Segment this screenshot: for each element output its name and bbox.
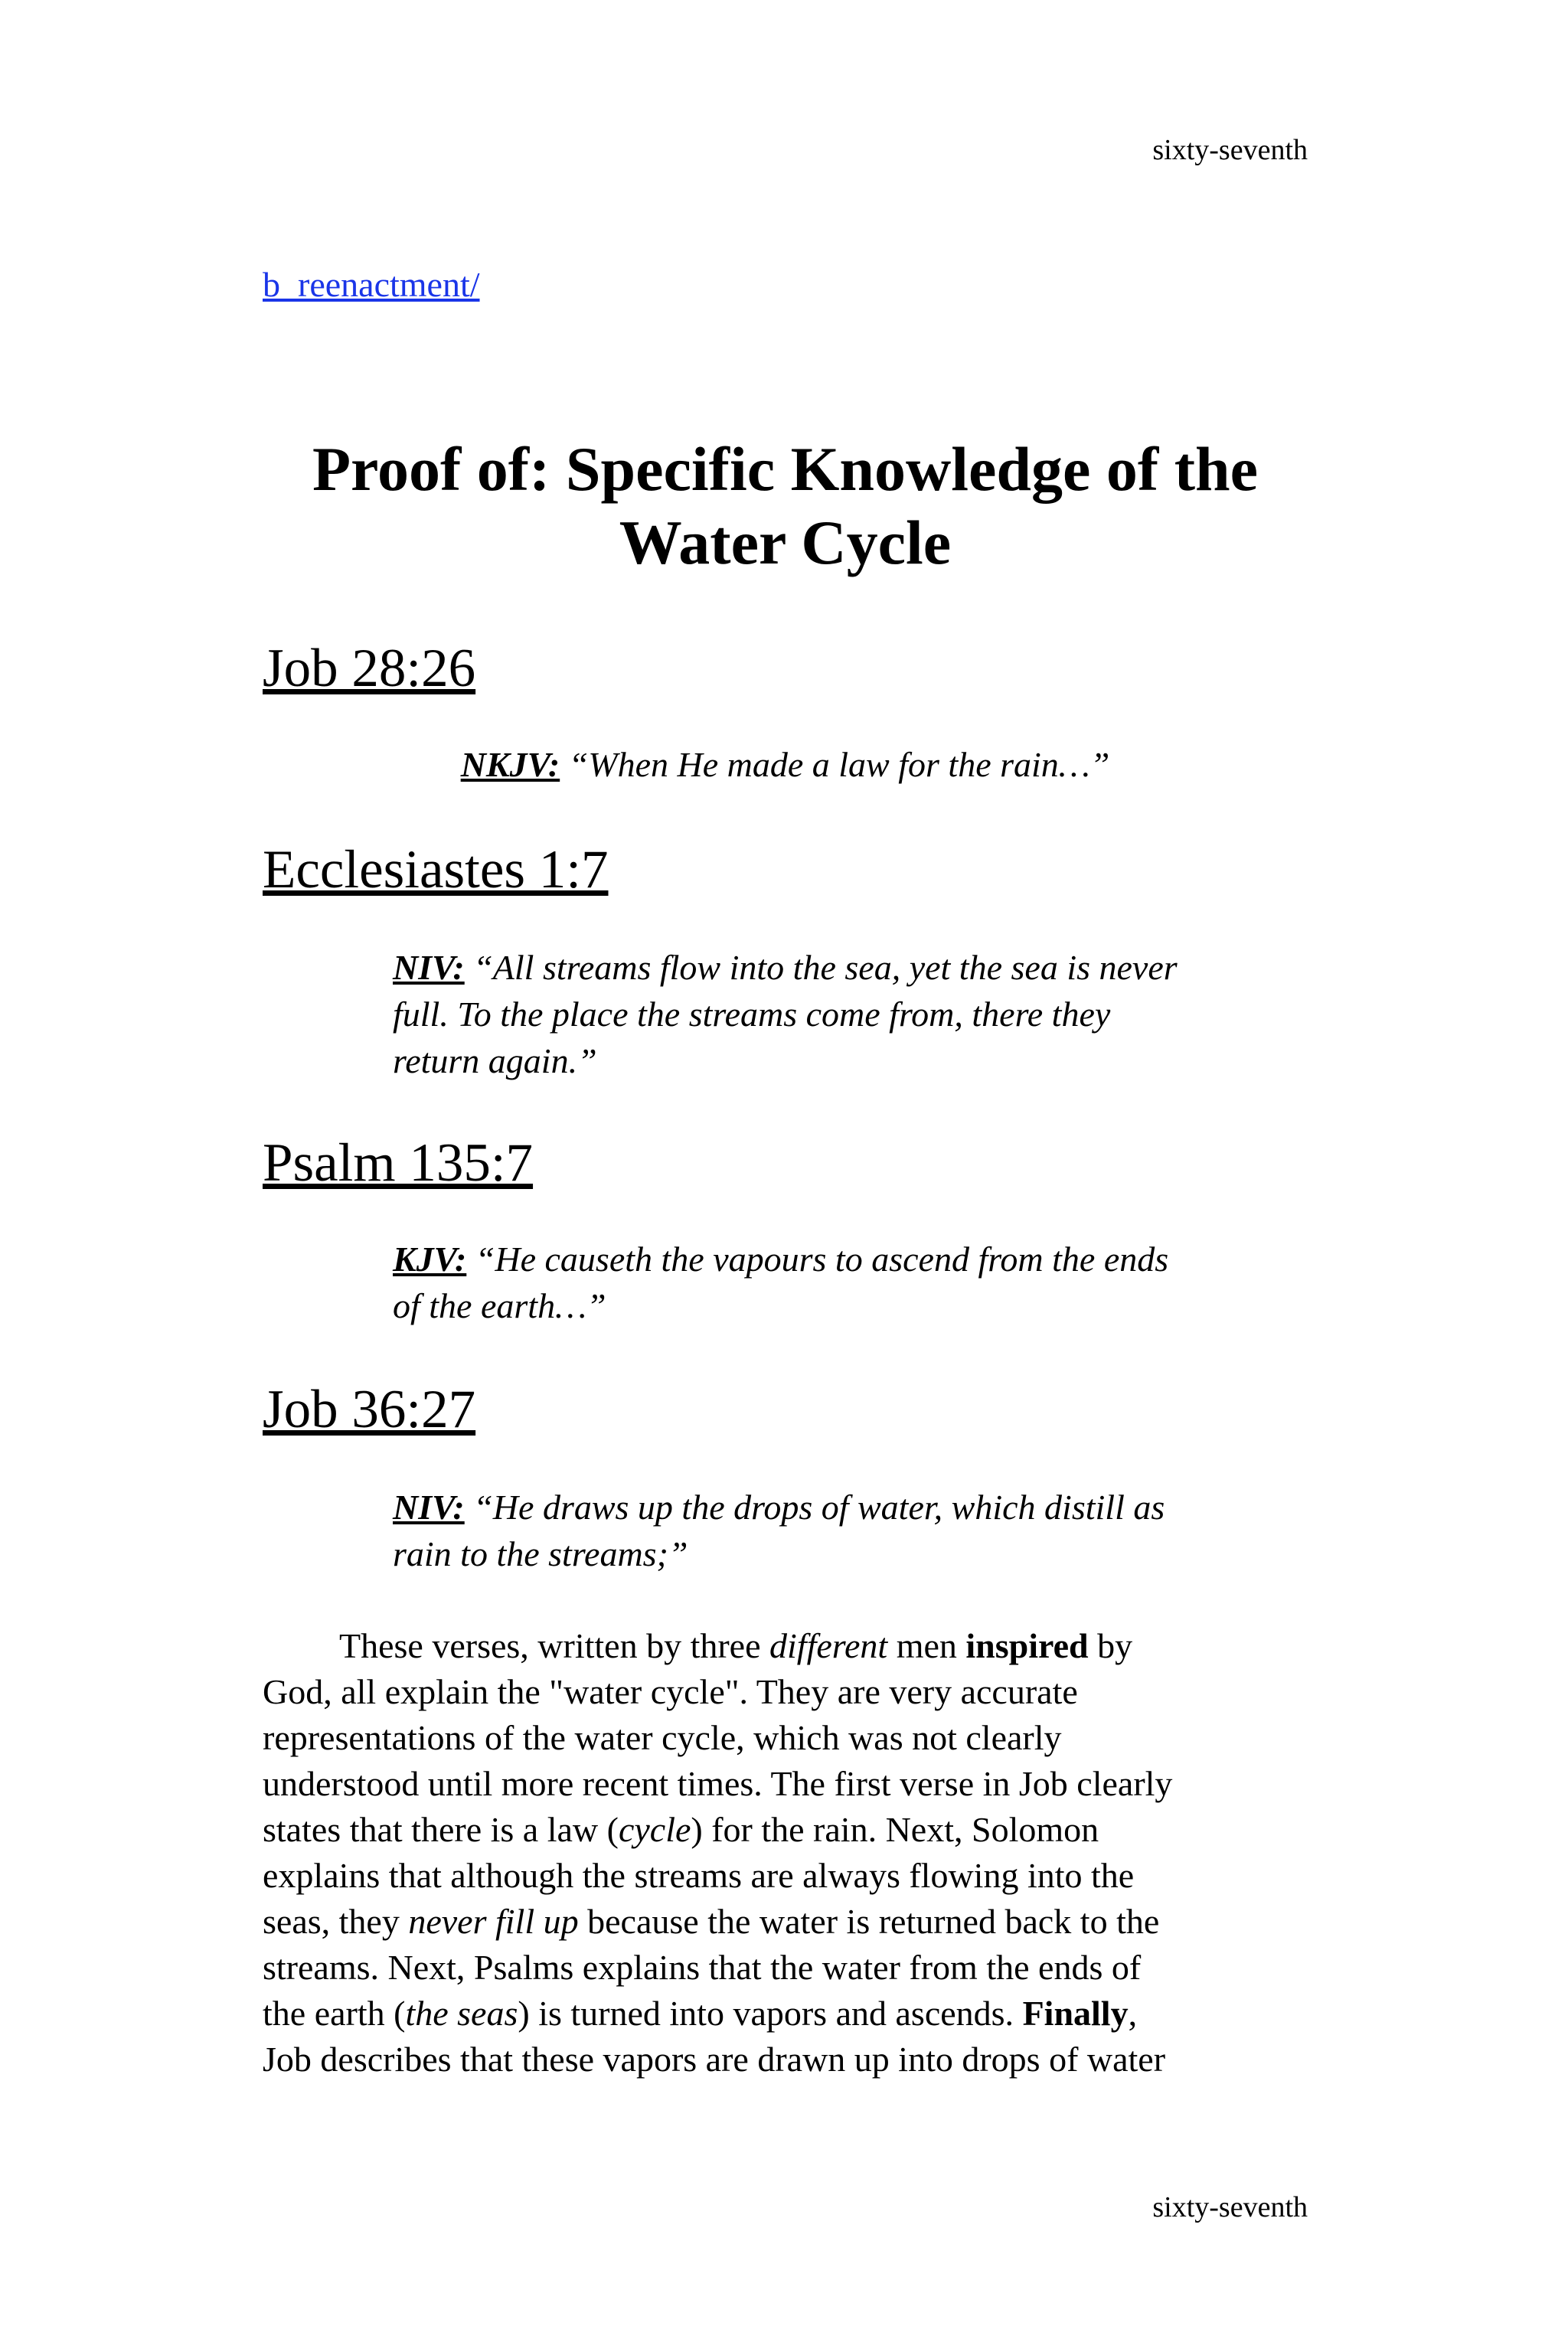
page-title-line-2: Water Cycle [619, 508, 952, 577]
paragraph-line: the earth (the seas) is turned into vapors and ascends. Finally, [263, 1994, 1138, 2033]
version-label: NKJV: [460, 745, 560, 784]
verse-line: “When He made a law for the rain…” [568, 745, 1110, 784]
body-paragraph [263, 1623, 1312, 2082]
reference-heading-ecclesiastes-1-7: Ecclesiastes 1:7 [263, 840, 609, 900]
paragraph-line: These verses, written by three different men inspired by [339, 1626, 1133, 1665]
paragraph-line: understood until more recent times. The first verse in Job clearly [263, 1764, 1173, 1803]
verse-psalm-135-7 [393, 1236, 1312, 1329]
header-page-label: sixty-seventh [1152, 134, 1308, 166]
paragraph-line: representations of the water cycle, which was not clearly [263, 1718, 1062, 1757]
page-title [263, 433, 1308, 580]
verse-line: “He draws up the drops of water, which distill as [473, 1488, 1165, 1527]
verse-job-36-27 [393, 1484, 1312, 1577]
footer-page-label: sixty-seventh [1152, 2191, 1308, 2223]
paragraph-line: God, all explain the "water cycle". They are very accurate [263, 1672, 1078, 1711]
paragraph-line: explains that although the streams are always flowing into the [263, 1856, 1135, 1895]
version-label: KJV: [393, 1240, 467, 1279]
verse-line: full. To the place the streams come from, there they [393, 995, 1111, 1034]
paragraph-line: seas, they never fill up because the water is returned back to the [263, 1902, 1160, 1941]
verse-line: “All streams flow into the sea, yet the sea is never [473, 948, 1178, 987]
verse-line: rain to the streams;” [393, 1534, 688, 1573]
verse-job-28-26 [263, 741, 1308, 788]
paragraph-line: streams. Next, Psalms explains that the water from the ends of [263, 1948, 1142, 1987]
reenactment-link[interactable]: b_reenactment/ [263, 265, 480, 304]
paragraph-line: states that there is a law (cycle) for the rain. Next, Solomon [263, 1810, 1099, 1849]
reference-heading-job-28-26: Job 28:26 [263, 639, 476, 698]
page-title-line-1: Proof of: Specific Knowledge of the [312, 434, 1259, 504]
paragraph-line: Job describes that these vapors are drawn up into drops of water [263, 2040, 1166, 2079]
reference-heading-job-36-27: Job 36:27 [263, 1380, 476, 1439]
verse-line: “He causeth the vapours to ascend from the ends [475, 1240, 1169, 1279]
verse-line: return again.” [393, 1041, 597, 1080]
verse-line: of the earth…” [393, 1286, 606, 1325]
reference-heading-psalm-135-7: Psalm 135:7 [263, 1133, 534, 1193]
version-label: NIV: [393, 1488, 465, 1527]
verse-ecclesiastes-1-7 [393, 944, 1312, 1084]
version-label: NIV: [393, 948, 465, 987]
